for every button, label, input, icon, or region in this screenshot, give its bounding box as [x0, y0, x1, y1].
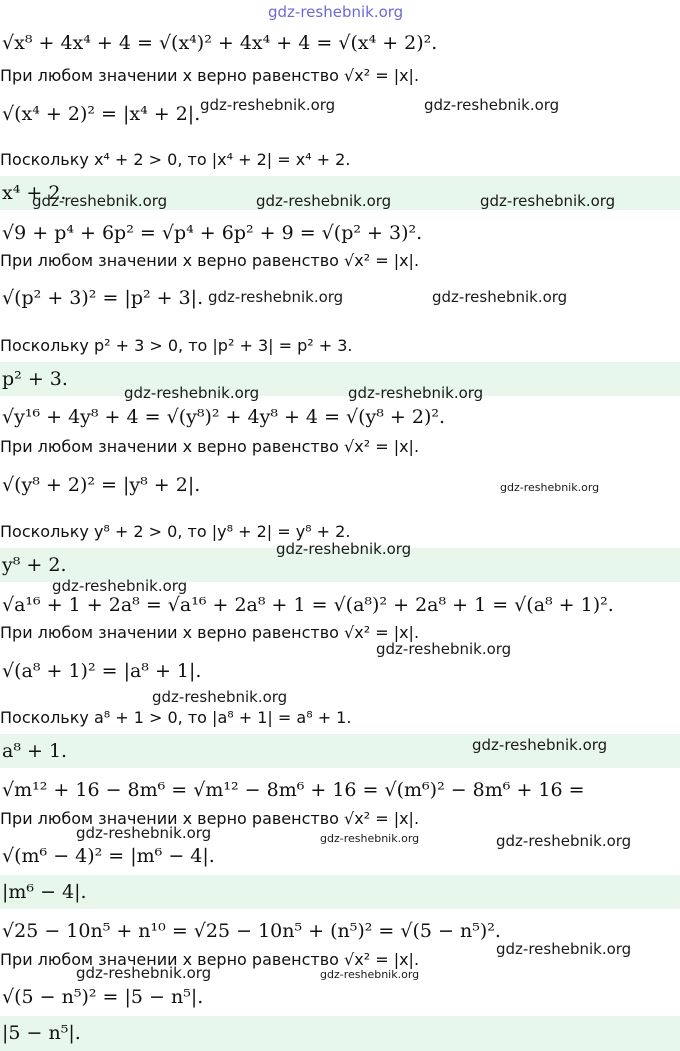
- watermark: gdz-reshebnik.org: [320, 832, 420, 845]
- text-line: Поскольку a⁸ + 1 > 0, то |a⁸ + 1| = a⁸ + 1.: [0, 708, 352, 727]
- watermark: gdz-reshebnik.org: [52, 577, 188, 595]
- answer-line: y⁸ + 2.: [2, 554, 67, 576]
- equation-line: √(x⁴ + 2)² = |x⁴ + 2|.: [2, 103, 201, 125]
- equation-line: √(m⁶ − 4)² = |m⁶ − 4|.: [2, 845, 215, 867]
- text-line: Поскольку p² + 3 > 0, то |p² + 3| = p² + 3.: [0, 336, 353, 355]
- watermark: gdz-reshebnik.org: [320, 968, 420, 981]
- answer-line: |5 − n⁵|.: [2, 1022, 81, 1044]
- answer-band-5: [0, 875, 680, 909]
- equation-line: √9 + p⁴ + 6p² = √p⁴ + 6p² + 9 = √(p² + 3)².: [2, 222, 423, 244]
- watermark: gdz-reshebnik.org: [472, 736, 608, 754]
- watermark: gdz-reshebnik.org: [76, 824, 212, 842]
- equation-line: √(y⁸ + 2)² = |y⁸ + 2|.: [2, 474, 201, 496]
- watermark: gdz-reshebnik.org: [500, 481, 600, 494]
- answer-line: p² + 3.: [2, 368, 68, 390]
- watermark: gdz-reshebnik.org: [432, 288, 568, 306]
- watermark: gdz-reshebnik.org: [268, 3, 404, 21]
- watermark: gdz-reshebnik.org: [496, 940, 632, 958]
- equation-line: √(p² + 3)² = |p² + 3|.: [2, 287, 204, 309]
- answer-line: a⁸ + 1.: [2, 740, 68, 762]
- answer-band-6: [0, 1016, 680, 1051]
- watermark: gdz-reshebnik.org: [200, 96, 336, 114]
- text-line: При любом значении x верно равенство √x² = |x|.: [0, 251, 420, 270]
- text-line: Поскольку x⁴ + 2 > 0, то |x⁴ + 2| = x⁴ + 2.: [0, 150, 351, 169]
- watermark: gdz-reshebnik.org: [276, 540, 412, 558]
- text-line: При любом значении x верно равенство √x² = |x|.: [0, 809, 420, 828]
- watermark: gdz-reshebnik.org: [376, 640, 512, 658]
- answer-line: |m⁶ − 4|.: [2, 881, 87, 903]
- equation-line: √y¹⁶ + 4y⁸ + 4 = √(y⁸)² + 4y⁸ + 4 = √(y⁸ + 2)².: [2, 406, 446, 428]
- watermark: gdz-reshebnik.org: [208, 288, 344, 306]
- text-line: При любом значении x верно равенство √x² = |x|.: [0, 437, 420, 456]
- answer-line: x⁴ + 2.: [2, 182, 67, 204]
- equation-line: √a¹⁶ + 1 + 2a⁸ = √a¹⁶ + 2a⁸ + 1 = √(a⁸)² + 2a⁸ + 1 = √(a⁸ + 1)².: [2, 594, 614, 616]
- text-line: При любом значении x верно равенство √x² = |x|.: [0, 66, 420, 85]
- equation-line: √m¹² + 16 − 8m⁶ = √m¹² − 8m⁶ + 16 = √(m⁶)² − 8m⁶ + 16 =: [2, 779, 585, 801]
- equation-line: √x⁸ + 4x⁴ + 4 = √(x⁴)² + 4x⁴ + 4 = √(x⁴ + 2)².: [2, 32, 438, 54]
- watermark: gdz-reshebnik.org: [124, 384, 260, 402]
- watermark: gdz-reshebnik.org: [496, 832, 632, 850]
- equation-line: √(5 − n⁵)² = |5 − n⁵|.: [2, 986, 204, 1008]
- watermark: gdz-reshebnik.org: [348, 384, 484, 402]
- watermark: gdz-reshebnik.org: [152, 688, 288, 706]
- watermark: gdz-reshebnik.org: [76, 964, 212, 982]
- equation-line: √25 − 10n⁵ + n¹⁰ = √25 − 10n⁵ + (n⁵)² = √(5 − n⁵)².: [2, 920, 501, 942]
- answer-band-2: [0, 362, 680, 396]
- watermark: gdz-reshebnik.org: [424, 96, 560, 114]
- watermark: gdz-reshebnik.org: [32, 192, 168, 210]
- text-line: Поскольку y⁸ + 2 > 0, то |y⁸ + 2| = y⁸ + 2.: [0, 522, 351, 541]
- watermark: gdz-reshebnik.org: [480, 192, 616, 210]
- text-line: При любом значении x верно равенство √x² = |x|.: [0, 950, 420, 969]
- text-line: При любом значении x верно равенство √x² = |x|.: [0, 623, 420, 642]
- equation-line: √(a⁸ + 1)² = |a⁸ + 1|.: [2, 660, 202, 682]
- watermark: gdz-reshebnik.org: [256, 192, 392, 210]
